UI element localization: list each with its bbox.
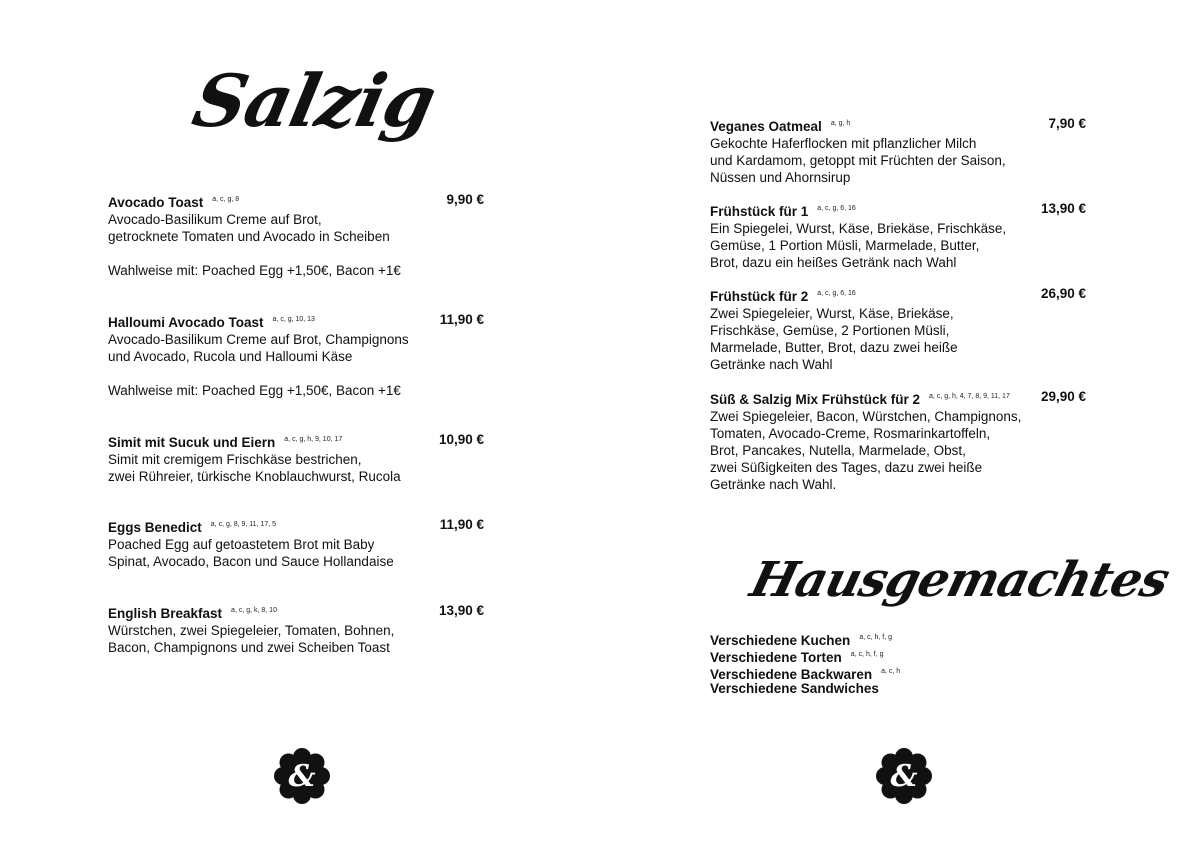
- item-allergens: a, c, g, 6, 16: [817, 205, 856, 212]
- item-desc-line: Zwei Spiegeleier, Bacon, Würstchen, Champignons,: [710, 409, 1022, 424]
- item-title: Veganes Oatmeal: [710, 119, 822, 134]
- section-heading-salzig: Salzig: [185, 58, 443, 143]
- item-allergens: a, c, g, 8: [212, 196, 240, 203]
- item-price: 29,90 €: [1040, 389, 1086, 404]
- item-desc-line: Getränke nach Wahl.: [710, 477, 837, 492]
- item-desc-line: Zwei Spiegeleier, Wurst, Käse, Briekäse,: [710, 306, 954, 321]
- item-desc-line: Brot, dazu ein heißes Getränk nach Wahl: [710, 255, 957, 270]
- item-allergens: a, c, g, k, 8, 10: [231, 607, 277, 614]
- item-title: English Breakfast: [108, 606, 223, 621]
- item-desc-line: getrocknete Tomaten und Avocado in Scheiben: [108, 229, 390, 244]
- item-allergens: a, c, g, 6, 16: [817, 290, 856, 297]
- item-extra: Wahlweise mit: Poached Egg +1,50€, Bacon +1€: [108, 263, 401, 278]
- item-desc-line: Avocado-Basilikum Creme auf Brot,: [108, 212, 322, 227]
- item-desc-line: Avocado-Basilikum Creme auf Brot, Champignons: [108, 332, 409, 347]
- item-allergens: a, c, g, h, 9, 10, 17: [284, 436, 343, 443]
- item-desc-line: Brot, Pancakes, Nutella, Marmelade, Obst,: [710, 443, 966, 458]
- item-desc-line: Gekochte Haferflocken mit pflanzlicher Milch: [710, 136, 977, 151]
- item-desc-line: Bacon, Champignons und zwei Scheiben Toast: [108, 640, 390, 655]
- item-desc-line: Würstchen, zwei Spiegeleier, Tomaten, Bohnen,: [108, 623, 395, 638]
- item-allergens: a, g, h: [830, 120, 851, 127]
- homemade-title: Verschiedene Backwaren: [710, 667, 873, 682]
- item-price: 7,90 €: [1048, 116, 1086, 131]
- item-price: 11,90 €: [439, 517, 484, 532]
- homemade-title: Verschiedene Kuchen: [710, 633, 851, 648]
- ampersand-flower-logo-icon: [274, 748, 330, 804]
- logo-symbol: &: [288, 759, 316, 794]
- item-price: 10,90 €: [438, 432, 484, 447]
- menu-item: [108, 431, 401, 485]
- homemade-allergens: a, c, h, f, g: [859, 634, 892, 641]
- item-title: Eggs Benedict: [108, 520, 202, 535]
- menu-item: [710, 200, 1006, 271]
- item-allergens: a, c, g, 8, 9, 11, 17, 5: [210, 521, 277, 528]
- item-allergens: a, c, g, 10, 13: [272, 316, 315, 323]
- item-desc-line: und Kardamom, getoppt mit Früchten der Saison,: [710, 153, 1006, 168]
- menu-item: [710, 285, 958, 373]
- item-desc-line: Nüssen und Ahornsirup: [710, 170, 851, 185]
- section-heading-hausgemachtes: Hausgemachtes: [745, 552, 1175, 608]
- item-desc-line: Gemüse, 1 Portion Müsli, Marmelade, Butter,: [710, 238, 980, 253]
- item-allergens: a, c, g, h, 4, 7, 8, 9, 11, 17: [929, 393, 1010, 400]
- item-title: Halloumi Avocado Toast: [108, 315, 264, 330]
- item-desc-line: Marmelade, Butter, Brot, dazu zwei heiße: [710, 340, 958, 355]
- item-desc-line: zwei Süßigkeiten des Tages, dazu zwei heiße: [710, 460, 983, 475]
- menu-item: [710, 388, 1021, 493]
- menu-item: [108, 311, 409, 399]
- item-title: Frühstück für 1: [710, 204, 809, 219]
- item-price: 13,90 €: [1040, 201, 1086, 216]
- item-desc-line: zwei Rühreier, türkische Knoblauchwurst, Rucola: [108, 469, 401, 484]
- menu-item: [108, 602, 394, 656]
- homemade-title: Verschiedene Torten: [710, 650, 842, 665]
- homemade-allergens: a, c, h, f, g: [850, 651, 884, 658]
- menu-item: [108, 191, 401, 279]
- menu-item: [108, 516, 394, 570]
- item-desc-line: Spinat, Avocado, Bacon und Sauce Hollandaise: [108, 554, 394, 569]
- homemade-title: Verschiedene Sandwiches: [710, 681, 879, 696]
- homemade-item: [710, 680, 879, 697]
- item-title: Simit mit Sucuk und Eiern: [108, 435, 276, 450]
- item-title: Avocado Toast: [108, 195, 204, 210]
- homemade-allergens: a, c, h: [881, 668, 901, 675]
- item-desc-line: Frischkäse, Gemüse, 2 Portionen Müsli,: [710, 323, 950, 338]
- item-price: 9,90 €: [446, 192, 484, 207]
- item-desc-line: Tomaten, Avocado-Creme, Rosmarinkartoffeln,: [710, 426, 991, 441]
- item-price: 13,90 €: [438, 603, 484, 618]
- item-desc-line: und Avocado, Rucola und Halloumi Käse: [108, 349, 353, 364]
- item-title: Frühstück für 2: [710, 289, 809, 304]
- logo-symbol: &: [890, 759, 918, 794]
- item-price: 11,90 €: [439, 312, 484, 327]
- item-desc-line: Poached Egg auf getoastetem Brot mit Baby: [108, 537, 375, 552]
- item-desc-line: Simit mit cremigem Frischkäse bestrichen,: [108, 452, 362, 467]
- ampersand-flower-logo-icon: [876, 748, 932, 804]
- item-price: 26,90 €: [1040, 286, 1086, 301]
- item-desc-line: Ein Spiegelei, Wurst, Käse, Briekäse, Frischkäse,: [710, 221, 1007, 236]
- item-extra: Wahlweise mit: Poached Egg +1,50€, Bacon +1€: [108, 383, 401, 398]
- menu-item: [710, 115, 1006, 186]
- item-title: Süß & Salzig Mix Frühstück für 2: [710, 392, 921, 407]
- item-desc-line: Getränke nach Wahl: [710, 357, 833, 372]
